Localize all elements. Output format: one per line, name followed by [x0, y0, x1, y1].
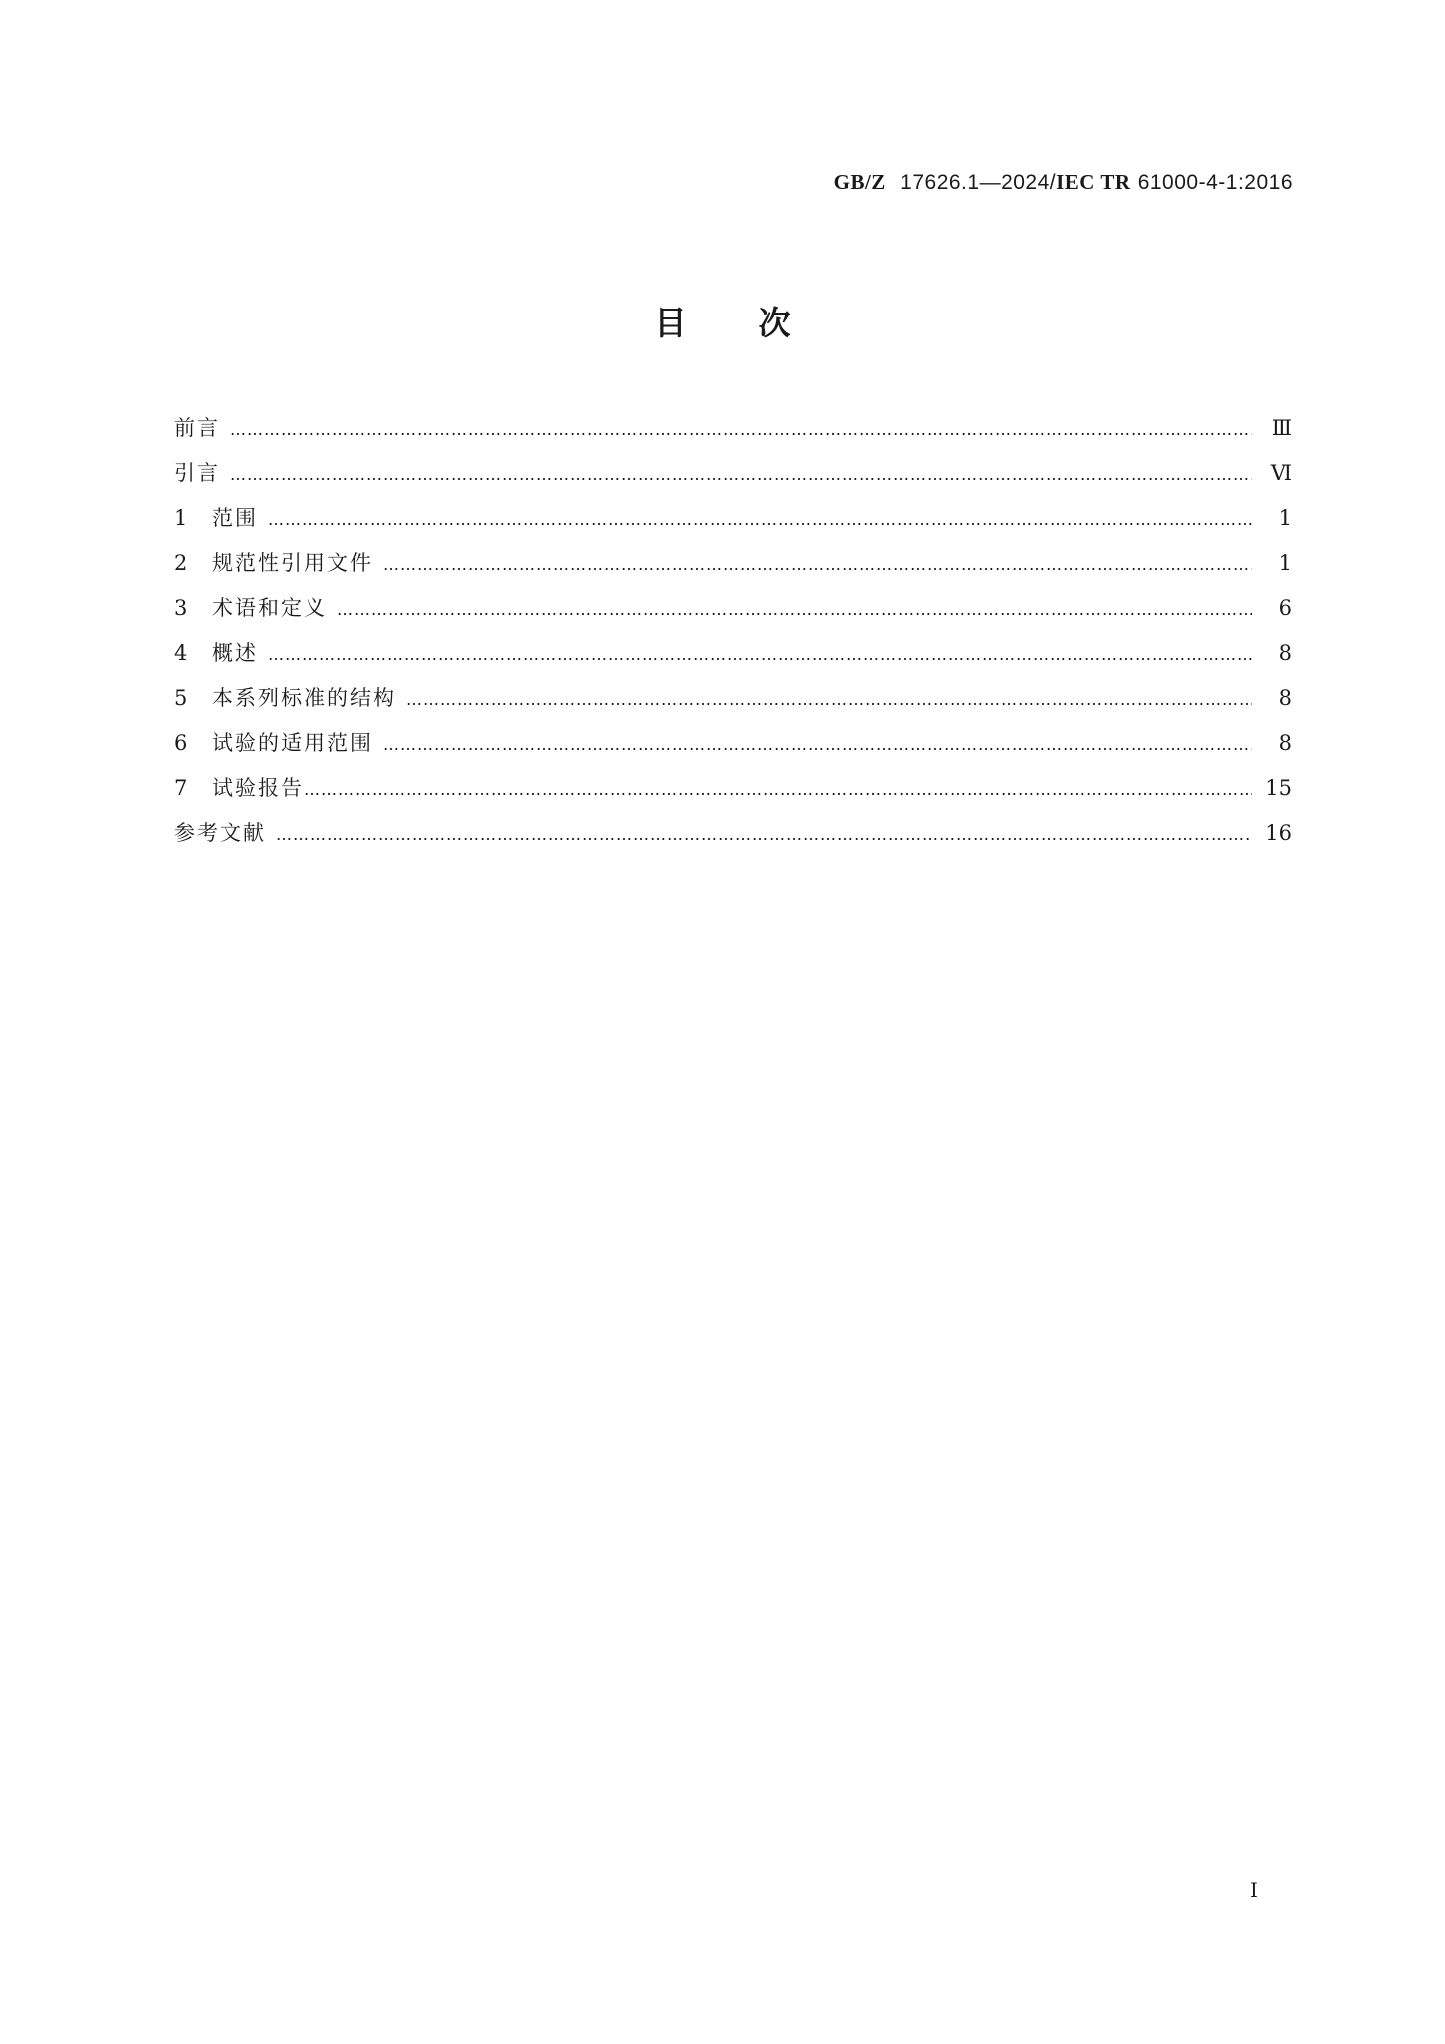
- iec-prefix: IEC TR: [1056, 170, 1131, 194]
- toc-leader-dots: [406, 690, 1252, 709]
- toc-number: 7: [174, 776, 190, 800]
- toc-number: 5: [174, 686, 190, 710]
- toc-leader-dots: [230, 465, 1252, 484]
- toc-leader-dots: [268, 645, 1252, 664]
- toc-entry-3[interactable]: [174, 592, 1292, 637]
- toc-number: 2: [174, 551, 190, 575]
- toc-leader-dots: [383, 555, 1252, 574]
- toc-label: 规范性引用文件: [212, 551, 373, 575]
- toc-page: 1: [1278, 551, 1292, 575]
- toc-label: 术语和定义: [212, 596, 327, 620]
- toc-leader-dots: [230, 420, 1252, 439]
- toc-number: 3: [174, 596, 190, 620]
- page-number: I: [1250, 1878, 1258, 1902]
- toc-entry-1[interactable]: [174, 502, 1292, 547]
- toc-leader-dots: [268, 510, 1252, 529]
- toc-entry-5[interactable]: [174, 682, 1292, 727]
- toc-label: 范围: [212, 506, 258, 530]
- toc-label: 试验的适用范围: [212, 731, 373, 755]
- toc-page: 8: [1278, 641, 1292, 665]
- toc-entry-6[interactable]: [174, 727, 1292, 772]
- toc-leader-dots: [304, 780, 1252, 799]
- toc-page: 1: [1278, 506, 1292, 530]
- toc-entry-foreword[interactable]: [174, 412, 1292, 457]
- toc-leader-dots: [383, 735, 1252, 754]
- standard-code-header: [834, 170, 1293, 195]
- toc-number: 6: [174, 731, 190, 755]
- toc-label: 试验报告: [212, 776, 304, 800]
- page-title: 目次: [654, 304, 863, 342]
- toc-page: Ⅵ: [1270, 461, 1292, 485]
- toc-entry-7[interactable]: [174, 772, 1292, 817]
- toc-entry-4[interactable]: [174, 637, 1292, 682]
- toc-entry-bibliography[interactable]: [174, 817, 1292, 862]
- toc-label: 概述: [212, 641, 258, 665]
- toc-label: 前言: [174, 416, 220, 440]
- toc-leader-dots: [337, 600, 1252, 619]
- toc-number: 4: [174, 641, 190, 665]
- toc-leader-dots: [276, 825, 1252, 844]
- toc-page: 6: [1278, 596, 1292, 620]
- toc-page: 16: [1265, 821, 1292, 845]
- toc-page: 15: [1265, 776, 1292, 800]
- iec-number: 61000-4-1:2016: [1137, 171, 1293, 194]
- toc-page: 8: [1278, 731, 1292, 755]
- toc-label: 参考文献: [174, 821, 266, 845]
- toc-label: 引言: [174, 461, 220, 485]
- standard-prefix: GB/Z: [833, 170, 886, 194]
- table-of-contents: [174, 412, 1292, 862]
- toc-label: 本系列标准的结构: [212, 686, 396, 710]
- standard-number: 17626.1—2024/: [900, 171, 1057, 194]
- toc-number: 1: [174, 506, 190, 530]
- toc-entry-introduction[interactable]: [174, 457, 1292, 502]
- toc-entry-2[interactable]: [174, 547, 1292, 592]
- toc-page: Ⅲ: [1271, 416, 1292, 440]
- toc-page: 8: [1278, 686, 1292, 710]
